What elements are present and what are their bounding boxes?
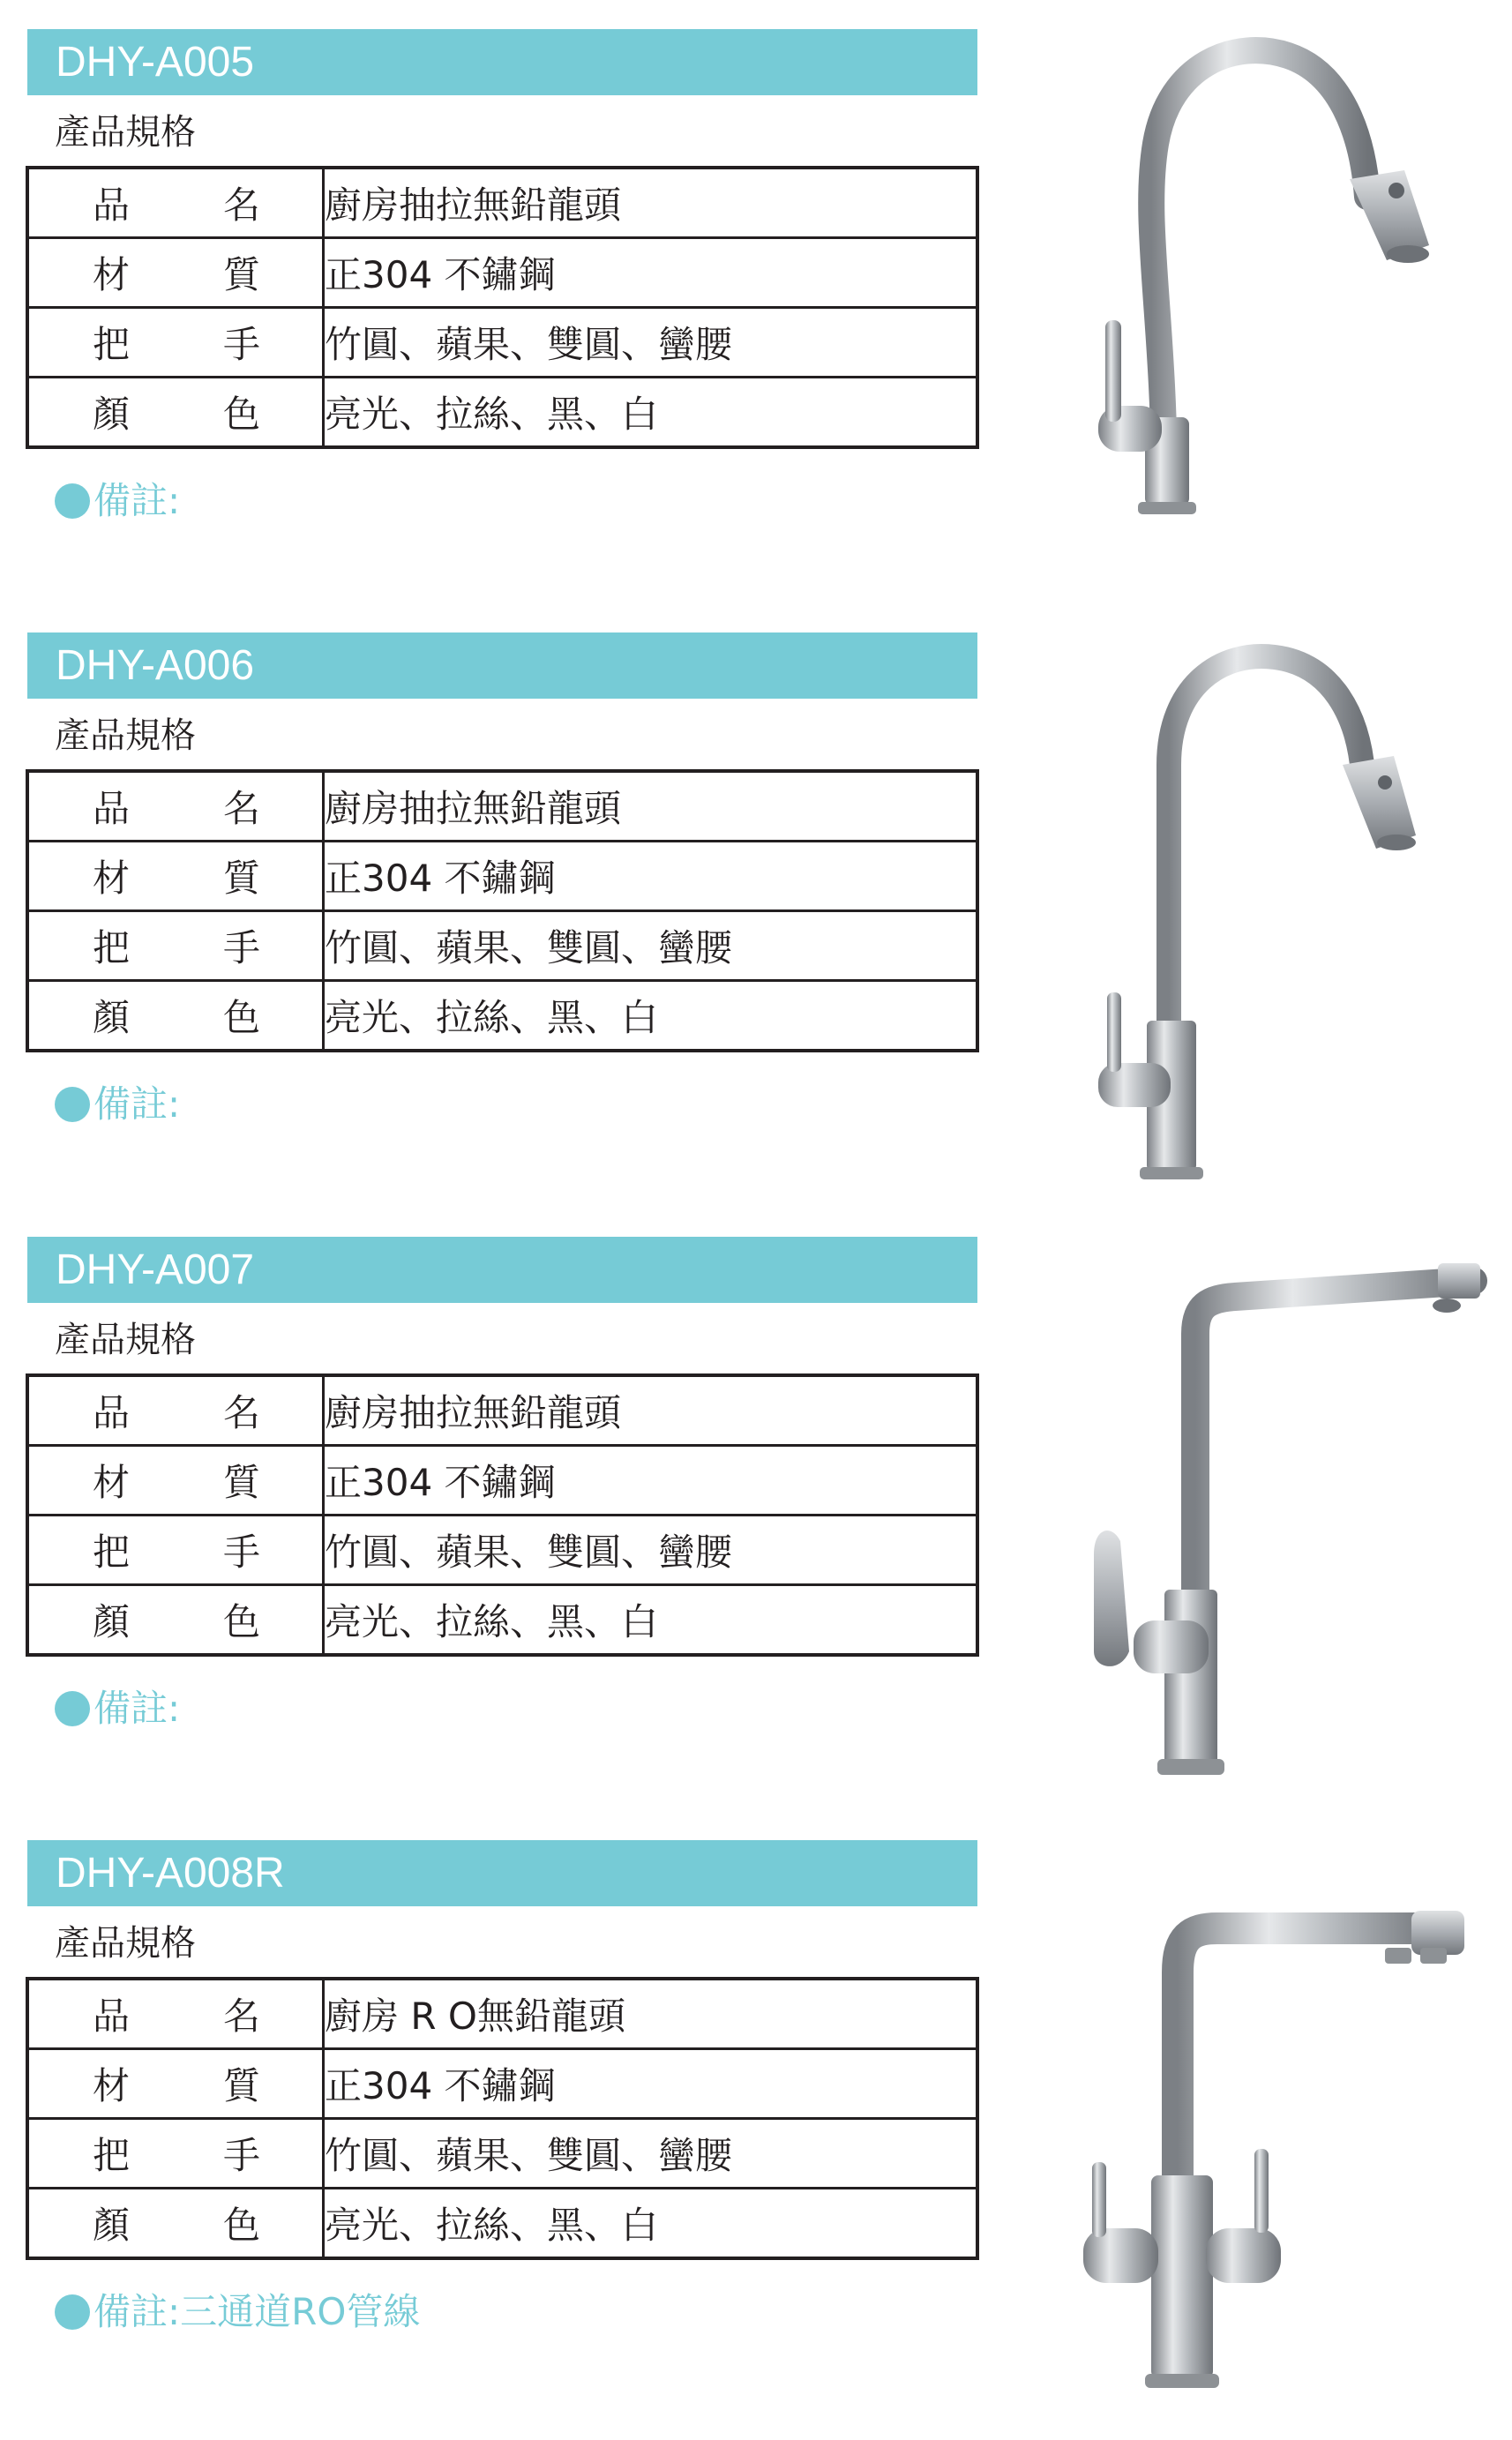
bullet-dot-icon: [55, 1087, 90, 1122]
label-char: 材: [93, 1461, 131, 1504]
faucet-pullout-image: [1059, 632, 1500, 1232]
row-value: 亮光、拉絲、黑、白: [324, 2189, 978, 2259]
table-row: [27, 842, 977, 911]
note-text: 備註:: [94, 479, 181, 522]
row-label: [27, 2189, 324, 2259]
label-char: 色: [222, 393, 260, 436]
row-value: 竹圓、蘋果、雙圓、蠻腰: [324, 308, 978, 378]
row-label: [27, 771, 324, 842]
label-char: 顏: [93, 1600, 131, 1643]
label-char: 材: [93, 857, 131, 900]
model-title: DHY-A006: [56, 642, 255, 689]
row-label: [27, 2119, 324, 2189]
model-title: DHY-A005: [56, 39, 255, 86]
row-value: 正304 不鏽鋼: [324, 238, 978, 308]
faucet-lshape-image: [1059, 1237, 1500, 1837]
table-row: [27, 911, 977, 981]
faucet-ro-three-way-image: [1059, 1840, 1500, 2440]
table-row: [27, 1516, 977, 1585]
label-char: 色: [222, 996, 260, 1039]
note: [55, 1080, 180, 1129]
row-label: [27, 911, 324, 981]
row-value: 廚房抽拉無鉛龍頭: [324, 168, 978, 238]
table-row: [27, 2119, 977, 2189]
model-header-bar: [27, 1840, 977, 1906]
spec-title: 產品規格: [55, 112, 196, 153]
row-value: 正304 不鏽鋼: [324, 1446, 978, 1516]
bullet-dot-icon: [55, 483, 90, 519]
note-text: 備註:: [94, 1687, 181, 1730]
spec-table: [26, 1977, 979, 2260]
row-value: 廚房抽拉無鉛龍頭: [324, 771, 978, 842]
spec-table: [26, 769, 979, 1052]
label-char: 質: [222, 857, 260, 900]
label-char: 顏: [93, 996, 131, 1039]
label-char: 把: [93, 1531, 131, 1574]
note: [55, 2287, 420, 2337]
label-char: 把: [93, 2134, 131, 2177]
row-label: [27, 1446, 324, 1516]
table-row: [27, 168, 977, 238]
product-block-a006: [0, 632, 1512, 1232]
label-char: 品: [93, 183, 131, 227]
row-label: [27, 1516, 324, 1585]
product-block-a007: [0, 1237, 1512, 1837]
row-value: 竹圓、蘋果、雙圓、蠻腰: [324, 911, 978, 981]
label-char: 色: [222, 1600, 260, 1643]
table-row: [27, 1585, 977, 1656]
model-header-bar: [27, 29, 977, 95]
row-value: 正304 不鏽鋼: [324, 2049, 978, 2119]
product-block-a005: [0, 29, 1512, 629]
spec-title: 產品規格: [55, 1320, 196, 1360]
label-char: 手: [222, 926, 260, 969]
table-row: [27, 2189, 977, 2259]
row-label: [27, 981, 324, 1052]
bullet-dot-icon: [55, 1691, 90, 1726]
table-row: [27, 238, 977, 308]
row-label: [27, 1585, 324, 1656]
row-label: [27, 2049, 324, 2119]
row-label: [27, 238, 324, 308]
note: [55, 1684, 180, 1733]
spec-table: [26, 1373, 979, 1657]
label-char: 色: [222, 2204, 260, 2247]
label-char: 手: [222, 2134, 260, 2177]
row-value: 亮光、拉絲、黑、白: [324, 1585, 978, 1656]
label-char: 把: [93, 323, 131, 366]
label-char: 品: [93, 1391, 131, 1434]
row-value: 正304 不鏽鋼: [324, 842, 978, 911]
label-char: 把: [93, 926, 131, 969]
label-char: 名: [222, 183, 260, 227]
label-char: 顏: [93, 2204, 131, 2247]
faucet-pullout-image: [1059, 29, 1500, 629]
model-header-bar: [27, 1237, 977, 1303]
label-char: 質: [222, 253, 260, 296]
label-char: 手: [222, 1531, 260, 1574]
row-label: [27, 168, 324, 238]
table-row: [27, 378, 977, 448]
table-row: [27, 2049, 977, 2119]
label-char: 質: [222, 1461, 260, 1504]
note: [55, 476, 180, 526]
row-label: [27, 1979, 324, 2049]
label-char: 名: [222, 1391, 260, 1434]
model-header-bar: [27, 632, 977, 699]
label-char: 顏: [93, 393, 131, 436]
label-char: 名: [222, 787, 260, 830]
table-row: [27, 1375, 977, 1446]
row-value: 廚房 R O無鉛龍頭: [324, 1979, 978, 2049]
note-text: 備註:三通道RO管線: [94, 2290, 421, 2333]
row-value: 竹圓、蘋果、雙圓、蠻腰: [324, 2119, 978, 2189]
row-label: [27, 842, 324, 911]
table-row: [27, 771, 977, 842]
model-title: DHY-A008R: [56, 1850, 285, 1897]
label-char: 品: [93, 787, 131, 830]
table-row: [27, 1446, 977, 1516]
row-value: 竹圓、蘋果、雙圓、蠻腰: [324, 1516, 978, 1585]
label-char: 品: [93, 1995, 131, 2038]
spec-title: 產品規格: [55, 715, 196, 756]
label-char: 質: [222, 2064, 260, 2107]
bullet-dot-icon: [55, 2294, 90, 2330]
product-block-a008r: [0, 1840, 1512, 2440]
label-char: 名: [222, 1995, 260, 2038]
spec-table: [26, 166, 979, 449]
row-value: 廚房抽拉無鉛龍頭: [324, 1375, 978, 1446]
label-char: 手: [222, 323, 260, 366]
table-row: [27, 1979, 977, 2049]
label-char: 材: [93, 253, 131, 296]
row-label: [27, 1375, 324, 1446]
table-row: [27, 308, 977, 378]
row-value: 亮光、拉絲、黑、白: [324, 981, 978, 1052]
row-label: [27, 378, 324, 448]
note-text: 備註:: [94, 1082, 181, 1126]
model-title: DHY-A007: [56, 1246, 255, 1293]
row-value: 亮光、拉絲、黑、白: [324, 378, 978, 448]
table-row: [27, 981, 977, 1052]
label-char: 材: [93, 2064, 131, 2107]
spec-title: 產品規格: [55, 1923, 196, 1964]
row-label: [27, 308, 324, 378]
